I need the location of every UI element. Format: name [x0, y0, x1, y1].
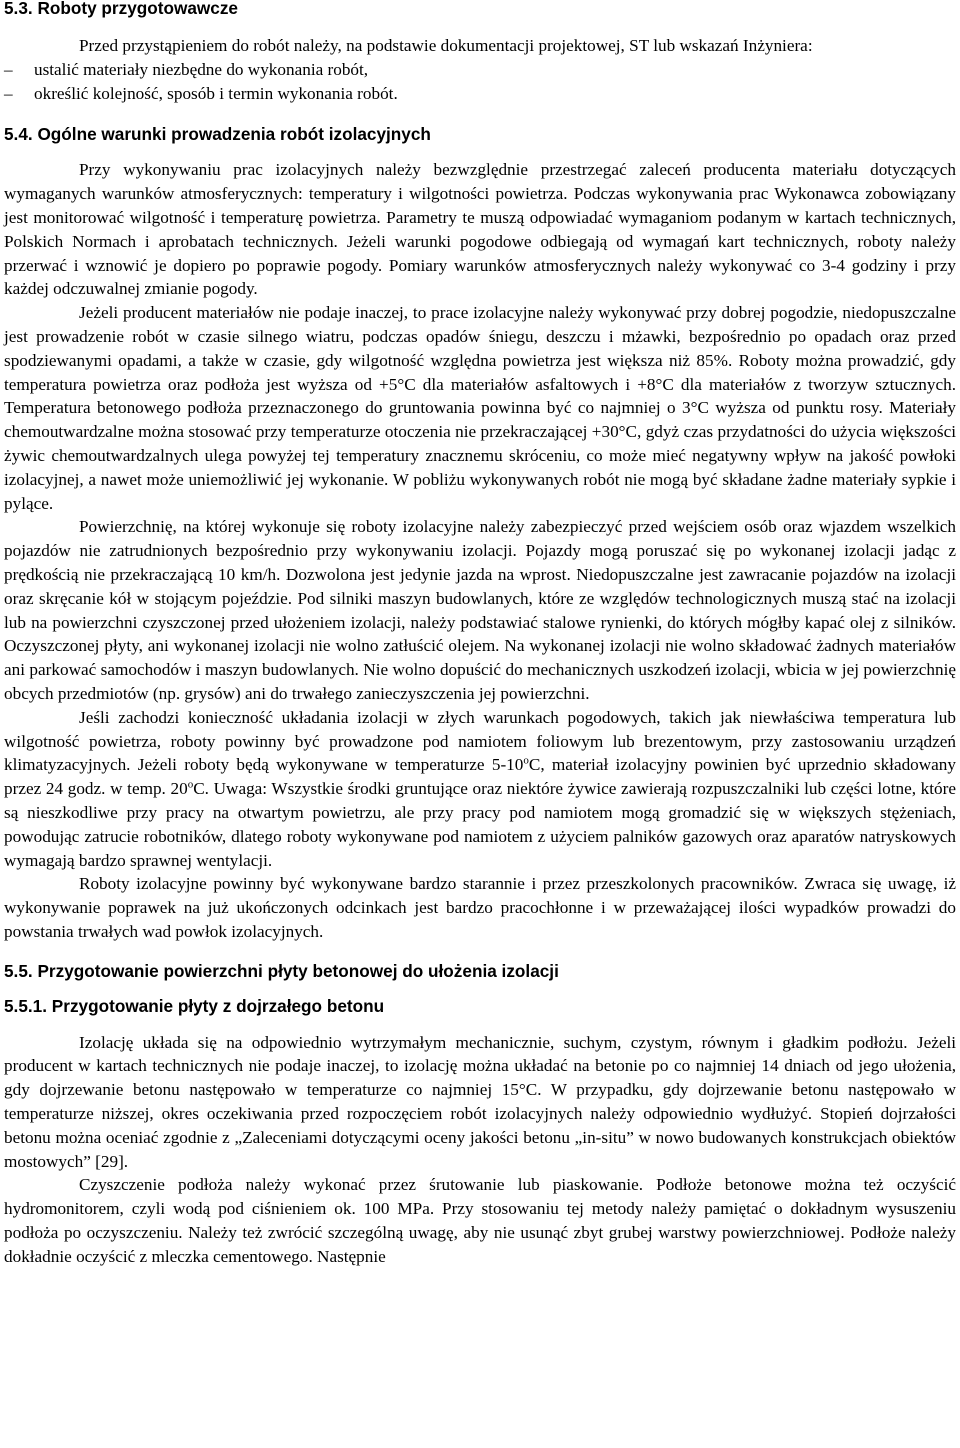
degree-superscript: o: [187, 778, 194, 791]
section-heading-5-5: 5.5. Przygotowanie powierzchni płyty betonowej do ułożenia izolacji: [4, 960, 559, 981]
paragraph: Czyszczenie podłoża należy wykonać przez śrutowanie lub piaskowanie. Podłoże betonowe można też oczyścić hydromonitorem, czyli wodą pod ciśnieniem ok. 100 MPa. Przy stosowaniu tej metody należy pamiętać o dokładnym wysuszeniu podłoża po oczyszczeniu. Należy też zwrócić szczególną uwagę, aby nie usunąć zbyt grubej warstwy powierzchniowej. Podłoże należy dokładnie oczyścić z mleczka cementowego. Następnie: [4, 1175, 956, 1266]
document-page: [4, 0, 956, 1269]
text-run: C, materiał izolacyjny powinien być uprzednio składowany przez 24 godz. w temp. 20: [4, 755, 956, 799]
subsection-heading-5-5-1: [4, 995, 956, 1017]
paragraph: Jeżeli producent materiałów nie podaje inaczej, to prace izolacyjne należy wykonywać przy dobrej pogodzie, niedopuszczalne jest prowadzenie robót w czasie silnego wiatru, podczas opadów śniegu, deszczu i mżawki, bezpośrednio po opadach oraz przed spodziewanymi opadami, a także w czasie, gdy wilgotność względna powietrza jest większa niż 85%. Roboty można prowadzić, gdy temperatura powietrza oraz podłoża jest wyższa od +5°C dla materiałów asfaltowych i +8°C dla materiałów z tworzyw sztucznych. Temperatura betonowego podłoża przeznaczonego do gruntowania powinna być co najmniej o 3°C wyższa od punktu rosy. Materiały chemoutwardzalne można stosować przy temperaturze otoczenia nie przekraczającej +30°C, gdyż czas przydatności do użycia większości żywic chemoutwardzalnych ulega powyżej tej temperatury znacznemu skróceniu, co może mieć negatywny wpływ na jakość powłoki izolacyjnej, a nawet może uniemożliwić jej wykonanie. W pobliżu wykonywanych robót nie mogą być składane żadne materiały sypkie i pylące.: [4, 303, 956, 513]
paragraph: [4, 706, 956, 873]
text-run: Jeśli zachodzi konieczność układania izolacji w złych warunkach pogodowych, takich jak niewłaściwa temperatura lub wilgotność powietrza, roboty powinny być prowadzone pod namiotem foliowym lub brezentowym, przy zastosowaniu urządzeń klimatyzacyjnych. Jeżeli roboty będą wykonywane w temperaturze 5-10: [4, 707, 956, 775]
dash-bullet: –: [4, 83, 13, 103]
paragraph: Roboty izolacyjne powinny być wykonywane bardzo starannie i przez przeszkolonych pracowników. Zwraca się uwagę, iż wykonywanie poprawek na już ukończonych odcinkach jest bardzo pracochłonne i w przeważającej ilości wypadków prowadzi do powstania trwałych wad powłok izolacyjnych.: [4, 874, 956, 941]
text-run: C. Uwaga: Wszystkie środki gruntujące oraz niektóre żywice zawierają rozpuszczalniki lub części lotne, które są nieszkodliwe przy pracy na otwartym powietrzu, ale przy pracy pod namiotem mogą gromadzić się w większych stężeniach, powodując zatrucie robotników, dlatego roboty wykonywane pod namiotem z użyciem palników gazowych oraz aparatów natryskowych wymagają bardzo sprawnej wentylacji.: [4, 779, 956, 870]
subsection-number: 5.5.1.: [4, 995, 48, 1016]
subsection-title: Przygotowanie płyty z dojrzałego betonu: [47, 995, 385, 1016]
section-heading-5-3: 5.3. Roboty przygotowawcze: [4, 0, 238, 18]
list-item: [4, 82, 956, 106]
list-item-text: ustalić materiały niezbędne do wykonania robót,: [34, 59, 369, 79]
paragraph: Przy wykonywaniu prac izolacyjnych należy bezwzględnie przestrzegać zaleceń producenta materiału dotyczących wymaganych warunków atmosferycznych: temperatury i wilgotności powietrza. Podczas wykonywania prac Wykonawca zobowiązany jest monitorować wilgotność i temperaturę powietrza. Parametry te muszą odpowiadać wymaganiom podanym w kartach technicznych, Polskich Normach i aprobatach technicznych. Jeżeli warunki pogodowe odbiegają od wymagań kart technicznych, roboty należy przerwać i wznowić je dopiero po poprawie pogody. Pomiary warunków atmosferycznych należy wykonywać co 3-4 godziny i przy każdej odczuwalnej zmianie pogody.: [4, 160, 956, 299]
dash-bullet: –: [4, 59, 13, 79]
degree-superscript: o: [523, 754, 529, 767]
section-heading-5-4: 5.4. Ogólne warunki prowadzenia robót izolacyjnych: [4, 124, 431, 145]
paragraph-intro: Przed przystąpieniem do robót należy, na podstawie dokumentacji projektowej, ST lub wskazań Inżyniera:: [79, 36, 813, 55]
paragraph: Powierzchnię, na której wykonuje się roboty izolacyjne należy zabezpieczyć przed wejściem osób oraz wjazdem wszelkich pojazdów nie zatrudnionych bezpośrednio przy wykonywaniu izolacji. Pojazdy mogą poruszać się po wykonanej izolacji jadąc z prędkością nie przekraczającą 10 km/h. Dozwolona jest jedynie jazda na wprost. Niedopuszczalne jest zawracanie pojazdów na izolacji oraz skręcanie kół w stojącym pojeździe. Pod silniki maszyn budowlanych, które ze względów technologicznych muszą stać na izolacji lub na powierzchni czyszczonej przed ułożeniem izolacji, należy podstawiać stalowe rynienki, do których mógłby kapać olej z silników. Oczyszczonej płyty, ani wykonanej izolacji nie wolno zatłuścić olejem. Na wykonanej izolacji nie wolno składować żadnych materiałów ani parkować samochodów i maszyn budowlanych. Nie wolno dopuścić do mechanicznych uszkodzeń izolacji, wbicia w jej powierzchnię obcych przedmiotów (np. grysów) ani do trwałego zanieczyszczenia jej powierzchni.: [4, 517, 956, 703]
paragraph: Izolację układa się na odpowiednio wytrzymałym mechanicznie, suchym, czystym, równym i gładkim podłożu. Jeżeli producent w kartach technicznych nie podaje inaczej, to izolację można układać na betonie po co najmniej 14 dniach od jego ułożenia, gdy dojrzewanie betonu następowało w temperaturze co najmniej 15°C. W przypadku, gdy dojrzewanie betonu następowało w temperaturze niższej, okres oczekiwania przed rozpoczęciem robót izolacyjnych należy odpowiednio wydłużyć. Stopień dojrzałości betonu można oceniać zgodnie z „Zaleceniami dotyczącymi oceny jakości betonu „in-situ” w nowo budowanych konstrukcjach obiektów mostowych” [29].: [4, 1032, 956, 1171]
list-item: [4, 58, 956, 82]
list-item-text: określić kolejność, sposób i termin wykonania robót.: [34, 83, 398, 103]
